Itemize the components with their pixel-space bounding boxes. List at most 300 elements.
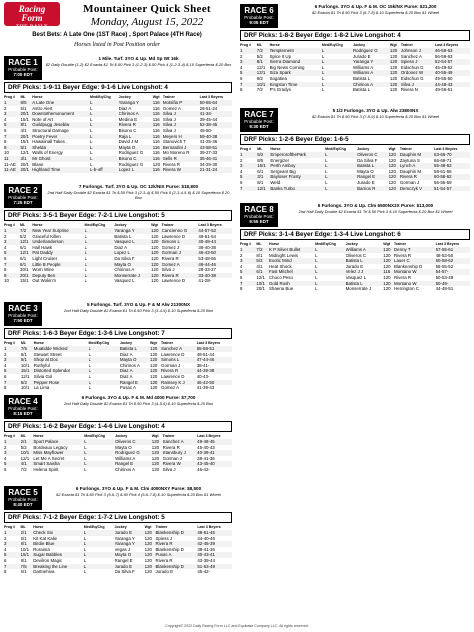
table-cell: Bisono C xyxy=(118,127,137,133)
race-conditions xyxy=(42,184,232,208)
column-header: Wgt xyxy=(144,525,152,529)
table-cell: 6 xyxy=(240,274,243,280)
table-cell: 40-55-49 xyxy=(435,70,470,76)
table-cell: 7 xyxy=(4,262,20,268)
column-header: Trainer xyxy=(162,95,175,99)
table-cell: 120 xyxy=(150,362,158,368)
table-cell: Lopez L xyxy=(119,167,153,173)
table-row xyxy=(240,247,470,253)
table-cell: 43-58-51 xyxy=(200,145,232,151)
copyright-footer: Copyright© 2022 Daily Racing Form LLC and Equibase Company LLC. All rights reserved. xyxy=(165,624,309,628)
column-header: Jockey xyxy=(114,223,127,227)
table-cell: Banks Turbo xyxy=(270,186,325,192)
race-wagers: $2 Exacta $1 Tri $.50 Pick 3 (6-7-8) $.10 Superfecta $.20 Box $1 Wheel xyxy=(311,10,440,15)
table-cell: 49-55-50 xyxy=(434,75,453,81)
table-cell: Williams A xyxy=(353,70,390,76)
table-cell: 63-66-70 xyxy=(434,152,470,158)
table-cell: L xyxy=(89,346,120,352)
table-cell: Walls of Energy xyxy=(32,150,63,156)
table-cell: L xyxy=(85,239,115,245)
table-cell: Herrington C xyxy=(394,286,419,292)
table-cell: Rivera R xyxy=(162,444,180,450)
table-cell: Heat Shock xyxy=(268,263,292,269)
table-cell: 52-54-57 xyxy=(435,59,470,65)
table-cell: 120 xyxy=(389,75,398,81)
race-number-box xyxy=(4,395,42,419)
table-row xyxy=(240,186,470,192)
table-cell: 120 xyxy=(383,252,391,258)
table-cell: 49-56-61 xyxy=(434,87,453,93)
table-cell: 15/1 xyxy=(21,368,34,374)
column-header: Trainer xyxy=(161,223,174,227)
drf-picks: DRF Picks: 1-2-6 Beyer Edge: 1-6-5 xyxy=(240,134,470,145)
table-cell: Mayta O xyxy=(357,168,374,174)
column-header: Wgt xyxy=(151,434,159,438)
table-cell: 8 xyxy=(240,87,243,93)
table-cell: 6/1 xyxy=(20,244,27,250)
table-cell: Gomez A xyxy=(162,105,181,111)
probable-post-label: Probable Post: xyxy=(244,15,274,20)
table-cell: 5/1 xyxy=(21,357,34,363)
post-time: 7:25 EDT xyxy=(13,200,33,205)
table-cell: 4 xyxy=(4,244,7,250)
column-header: ML xyxy=(256,242,262,246)
table-cell: Lawrence D xyxy=(161,233,186,239)
table-cell: Raja L xyxy=(119,134,153,140)
table-cell: 41-28- xyxy=(198,278,212,284)
table-cell: Rangel E xyxy=(114,557,133,563)
table-cell: Cancienno G xyxy=(162,228,199,234)
logo-line1: Racing xyxy=(18,4,46,14)
table-cell: 8 xyxy=(240,286,243,292)
table-cell: 120 xyxy=(151,267,159,273)
table-cell: 1 xyxy=(4,530,21,536)
entries-table xyxy=(4,434,232,473)
table-cell: Smart Saisha xyxy=(33,461,84,467)
table-cell: Let Me A Secret xyxy=(33,455,65,461)
table-cell: 120 xyxy=(150,385,158,391)
table-cell: 6 xyxy=(4,127,7,133)
race-block xyxy=(4,56,232,173)
table-cell: Chirinos A xyxy=(353,82,390,88)
column-header: Last 3 Beyers xyxy=(197,525,221,529)
race-conditions xyxy=(42,486,232,510)
table-cell: 3 xyxy=(240,258,256,264)
column-header: Med/Eq/Chg xyxy=(321,43,343,47)
table-cell: Shaena Bue xyxy=(268,286,294,292)
post-time: 8:40 EDT xyxy=(13,502,33,507)
table-row xyxy=(240,286,470,292)
table-cell: Sanchez A xyxy=(163,439,198,445)
table-cell: Miss Mayflower xyxy=(33,450,84,456)
table-cell: 120 xyxy=(150,373,158,379)
table-cell: Silvia Gol xyxy=(33,373,53,379)
table-cell: Deputy Ben xyxy=(32,273,84,279)
table-cell: L xyxy=(84,267,87,273)
table-cell: 5 xyxy=(4,122,20,128)
table-cell: L xyxy=(315,258,346,264)
table-cell: L xyxy=(315,269,346,275)
table-cell: Mayta O xyxy=(115,552,145,558)
table-cell: 120 xyxy=(388,179,396,185)
table-cell: Hawaiinall Takes xyxy=(32,139,65,145)
table-cell: Vasquez L xyxy=(114,239,151,245)
table-cell: Midnight Lewis xyxy=(268,252,299,258)
column-header: Jockey xyxy=(352,43,366,47)
drf-picks: DRF Picks: 7-1-2 Beyer Edge: 1-7-2 Live Longshot: 5 xyxy=(4,512,232,523)
race-header xyxy=(4,302,232,326)
table-cell: L xyxy=(88,362,91,368)
column-header: Jockey xyxy=(114,525,127,529)
table-cell: Check Six xyxy=(33,530,84,536)
entries-table xyxy=(4,341,232,391)
column-header: Jockey xyxy=(345,242,358,246)
table-cell: Rivera R xyxy=(155,541,197,547)
table-cell: L xyxy=(325,179,328,185)
table-cell: Highland Time xyxy=(32,167,90,173)
table-cell: 1 xyxy=(240,152,257,158)
table-cell: 10/1 xyxy=(256,281,269,287)
race-block xyxy=(4,486,232,575)
table-cell: 6/1 xyxy=(20,569,27,575)
table-cell: Yaranga Y xyxy=(353,59,390,65)
table-cell: 120 xyxy=(150,346,161,352)
table-cell: L xyxy=(83,557,87,563)
table-cell: 7 xyxy=(4,564,21,570)
table-row xyxy=(240,76,470,82)
table-cell: 66-69-71 xyxy=(434,157,452,163)
drf-picks: DRF Picks: 1-6-2 Beyer Edge: 1-4-6 Live Longshot: 4 xyxy=(4,421,232,432)
table-cell: L xyxy=(88,373,91,379)
table-cell: Jurado E xyxy=(357,179,375,185)
sheet-date: Monday, August 15, 2022 xyxy=(90,16,204,28)
table-cell: 1 xyxy=(240,247,256,253)
table-cell: 45-42- xyxy=(197,569,211,575)
table-cell: Rivera W xyxy=(163,167,200,173)
table-cell: L xyxy=(85,273,115,279)
table-cell: 10/1 xyxy=(257,82,270,88)
table-cell: 12/1 xyxy=(256,274,265,280)
table-cell: Structural Damage xyxy=(32,127,69,133)
table-cell: 50-65-64 xyxy=(200,100,232,106)
table-cell: 2 xyxy=(4,351,7,357)
table-cell: 9 xyxy=(4,145,20,151)
table-cell: 116 xyxy=(152,150,160,156)
column-header: Trainer xyxy=(400,43,413,47)
drf-picks: DRF Picks: 1-8-2 Beyer Edge: 1-8-2 Live Longshot: 4 xyxy=(240,30,470,41)
table-cell: 46-42- xyxy=(197,466,210,472)
table-cell: 120 xyxy=(145,564,156,570)
table-cell: Little B People xyxy=(32,262,84,268)
table-cell: L xyxy=(84,466,87,472)
race-condition-main: 6 Furlongs. 3YO & Up. F & M. Md 4000 Purse: $7,700 xyxy=(81,395,196,400)
table-cell: Worn Wine xyxy=(32,267,54,273)
race-label: RACE 4 xyxy=(8,397,38,406)
table-cell: 36-40-38 xyxy=(198,244,216,250)
table-cell: L xyxy=(315,286,318,292)
table-cell: Jurado E xyxy=(352,53,371,59)
table-cell: 120 xyxy=(389,152,400,158)
table-cell: Choco Peso xyxy=(268,274,293,280)
table-row xyxy=(4,450,232,456)
table-cell: L xyxy=(315,247,346,253)
table-cell: Vasquez L xyxy=(345,274,367,280)
column-header: Wgt xyxy=(150,341,157,345)
table-cell: Batista L xyxy=(346,281,384,287)
table-cell: 116 xyxy=(153,122,163,128)
table-cell: 2 xyxy=(4,535,7,541)
table-cell: 2/1 xyxy=(21,439,34,445)
column-header: Last 3 Beyers xyxy=(435,242,459,246)
table-cell: Rangel E xyxy=(357,174,389,180)
table-cell: 5/2 xyxy=(20,444,27,450)
table-cell: 12/1 xyxy=(256,64,266,70)
table-cell: Rangel E xyxy=(120,380,150,386)
column-header: Wgt xyxy=(151,223,158,227)
table-cell: Energizer xyxy=(270,157,290,163)
table-cell: 8/1 xyxy=(20,122,32,128)
table-cell: Rivera W xyxy=(163,461,198,467)
table-cell: 120 xyxy=(383,247,394,253)
table-cell: 43-39-44 xyxy=(197,557,215,563)
table-cell: 49-51-44 xyxy=(196,351,215,357)
table-cell: 41-39-43 xyxy=(196,385,215,391)
table-cell: L xyxy=(315,281,346,287)
race-block xyxy=(4,395,232,473)
column-header: Last 3 Beyers xyxy=(197,434,221,438)
column-header: Wgt xyxy=(389,43,397,47)
table-cell: Batista L xyxy=(346,258,384,264)
table-cell: L xyxy=(325,152,357,158)
table-cell: Pepper Rose xyxy=(34,380,89,386)
table-cell: L xyxy=(84,564,115,570)
table-cell: 52-38-45 xyxy=(200,122,232,128)
table-cell: Sierra Diamond xyxy=(270,59,322,65)
table-cell: 120 xyxy=(390,70,401,76)
table-cell: Rivera R xyxy=(394,252,412,258)
table-cell: 10/1 xyxy=(21,450,34,456)
race-conditions xyxy=(278,203,470,227)
table-cell: 8/1 xyxy=(20,262,32,268)
table-cell: Rivera R xyxy=(119,122,153,128)
table-cell: Ramsey K J xyxy=(161,380,197,386)
table-cell: 8/1 xyxy=(21,541,34,547)
probable-post-label: Probable Post: xyxy=(244,119,274,124)
table-cell: Sergeant Big xyxy=(270,168,296,174)
drf-picks: DRF Picks: 3-5-1 Beyer Edge: 7-2-1 Live Longshot: 5 xyxy=(4,210,232,221)
table-cell: L xyxy=(89,116,93,122)
table-cell: Lynch A xyxy=(400,163,434,169)
table-cell: 59-40-38 xyxy=(200,134,232,140)
race-header xyxy=(4,486,232,510)
table-cell: Da Silva F xyxy=(357,157,378,163)
table-cell: Breaking the Line xyxy=(33,564,84,570)
table-cell: L xyxy=(89,139,93,145)
table-cell: 42-45-39 xyxy=(197,541,232,547)
table-cell: 120 xyxy=(390,59,401,65)
table-cell: 15/1 xyxy=(257,163,270,169)
table-cell: 120 xyxy=(150,380,161,386)
table-cell: 44-48-51 xyxy=(435,286,454,292)
table-cell: 120 xyxy=(390,48,401,54)
table-cell: 1 xyxy=(4,346,21,352)
column-header: Last 3 Beyers xyxy=(198,223,222,227)
column-header: Med/Eq/Chg xyxy=(89,95,111,99)
table-cell: Oliveros C xyxy=(345,252,367,258)
table-cell: La Lima xyxy=(33,385,50,391)
table-cell: Dauphin M xyxy=(400,152,434,158)
column-header: Horse xyxy=(33,525,44,529)
race-number-box xyxy=(240,4,278,28)
table-cell: 1 xyxy=(4,228,20,234)
column-header: Med/Eq/Chg xyxy=(88,341,110,345)
table-cell: Gorman J xyxy=(399,179,420,185)
table-cell: L xyxy=(325,174,357,180)
table-cell: 12/1 xyxy=(20,150,29,156)
column-header: ML xyxy=(256,43,262,47)
race-wagers: $2 Exacta $1 Tri $.50 Pick 3 (5-6-7) $.50 Pick 4 (5-6-7-8) $.10 Superfecta $.20 Box $1 Wheel xyxy=(56,492,221,497)
table-cell: Lawrence D xyxy=(161,373,185,379)
post-time: 8:15 EDT xyxy=(13,411,33,416)
post-time: 7:00 EDT xyxy=(13,72,33,77)
table-cell: Chirinos A xyxy=(114,267,135,273)
table-cell: 3/1 xyxy=(257,174,270,180)
table-cell: 9 xyxy=(4,273,20,279)
table-row xyxy=(240,275,470,281)
best-bets: Best Bets: A Late One (1ST Race) , Sport Palace (4TH Race) xyxy=(32,32,202,38)
table-cell: 120 xyxy=(152,439,163,445)
race-header xyxy=(4,56,232,80)
table-cell: 2/1 xyxy=(21,530,34,536)
table-cell: 48-51-45 xyxy=(197,530,232,536)
table-cell: 116 xyxy=(383,269,394,275)
table-cell: L xyxy=(84,278,87,284)
table-cell: 41-25-36 xyxy=(199,139,218,145)
table-cell: 7 xyxy=(4,134,20,140)
table-cell: 120 xyxy=(151,255,159,261)
table-cell: 3 xyxy=(240,59,257,65)
table-cell: 2 xyxy=(4,233,7,239)
table-cell: 28-51-24 xyxy=(199,105,218,111)
table-cell: 60-58-62 xyxy=(436,258,470,264)
sheet-title: Mountaineer Quick Sheet xyxy=(83,3,211,15)
table-cell: Temptement xyxy=(270,48,322,54)
race-conditions xyxy=(42,56,232,80)
table-cell: L xyxy=(315,252,318,258)
table-cell: Sport Palace xyxy=(33,439,84,445)
table-cell: 5/2 xyxy=(257,152,270,158)
table-cell: 5/1 xyxy=(20,105,27,111)
table-cell: 120 xyxy=(389,53,398,59)
table-cell: 120 xyxy=(389,186,400,192)
table-cell: 41-34- xyxy=(200,111,232,117)
table-cell: 46-59-63 xyxy=(435,48,470,54)
column-header: Med/Eq/Chg xyxy=(84,223,106,227)
table-cell: 5/2 xyxy=(21,380,34,386)
race-number-box xyxy=(4,486,42,510)
table-cell: 120 xyxy=(145,530,156,536)
race-header xyxy=(240,4,470,28)
table-cell: 6 xyxy=(240,75,243,81)
table-cell: Underlanderson xyxy=(32,239,84,245)
table-row xyxy=(240,87,470,93)
table-cell: 49-48-45 xyxy=(197,439,232,445)
table-cell: 15/1 xyxy=(20,139,29,145)
table-cell: Rodriguez G xyxy=(118,161,144,167)
table-cell: Note of Art xyxy=(32,116,53,122)
table-cell: 10/1 xyxy=(20,546,30,552)
table-cell: 20/1 xyxy=(20,134,32,140)
table-cell: Chirinos A xyxy=(119,111,153,117)
table-cell: L xyxy=(84,530,115,536)
race-header xyxy=(4,184,232,208)
table-cell: Montano W xyxy=(394,269,436,275)
table-cell: L xyxy=(325,157,328,163)
table-row xyxy=(4,569,232,575)
table-cell: Oliveros C xyxy=(115,439,152,445)
table-cell: 2 xyxy=(240,53,243,59)
table-cell: Monserrate J xyxy=(345,286,372,292)
table-cell: 120 xyxy=(388,157,396,163)
table-cell: Diaz A xyxy=(114,244,128,250)
table-cell: 7/2 xyxy=(256,247,269,253)
race-number-box xyxy=(4,184,42,208)
table-cell: Light Cruiser xyxy=(32,255,58,261)
probable-post-label: Probable Post: xyxy=(8,67,38,72)
race-number-box xyxy=(4,302,42,326)
table-cell: 120 xyxy=(144,557,152,563)
table-cell: Meyers H xyxy=(163,134,200,140)
table-cell: Sells R xyxy=(163,156,200,162)
table-cell: Lawrence D xyxy=(161,351,185,357)
column-header: Trainer xyxy=(161,341,174,345)
table-cell: 120 xyxy=(144,546,152,552)
table-cell: New Year Surprise xyxy=(32,228,84,234)
table-cell: 20/1 xyxy=(20,111,32,117)
table-cell: 5 xyxy=(4,461,21,467)
table-cell: 116 xyxy=(153,100,163,106)
table-cell: 116 xyxy=(153,145,163,151)
table-cell: L xyxy=(89,380,120,386)
table-cell: L xyxy=(83,535,87,541)
column-header: ML xyxy=(20,95,26,99)
post-time: 9:05 EDT xyxy=(249,20,269,25)
table-cell: Mayta O xyxy=(120,357,150,363)
column-header: Wgt xyxy=(388,147,396,151)
table-cell: 1 xyxy=(4,439,21,445)
table-cell: Mayta O xyxy=(115,444,132,450)
table-cell: Silva J xyxy=(401,82,435,88)
column-header: Med/Eq/Chg xyxy=(84,434,105,438)
race-conditions xyxy=(278,4,470,28)
table-cell: EmperorofthePark xyxy=(270,152,325,158)
table-cell: 3/1 xyxy=(20,156,32,162)
table-cell: Muatidde Wicked xyxy=(34,346,89,352)
table-cell: 7/2 xyxy=(20,228,32,234)
table-cell: Williams A xyxy=(115,455,136,461)
post-time: 9:55 EDT xyxy=(249,219,269,224)
table-cell: L xyxy=(83,546,87,552)
table-cell: 46-43-50 xyxy=(198,250,232,256)
table-cell: Gorman J xyxy=(161,362,181,368)
table-cell: 50-49- xyxy=(436,281,470,287)
table-cell: L xyxy=(325,168,328,174)
table-cell: 10 xyxy=(4,150,9,156)
column-header: ML xyxy=(257,147,263,151)
table-cell: 4 xyxy=(240,168,243,174)
drf-picks: DRF Picks: 3-1-4 Beyer Edge: 1-3-4 Live Longshot: 6 xyxy=(240,229,470,240)
race-wagers: 2nd Half Daily Double $2 Exacta $1 Tri $.50 Pick 3 (4-5-6) $.10 Superfecta $.20 Box xyxy=(64,401,213,406)
